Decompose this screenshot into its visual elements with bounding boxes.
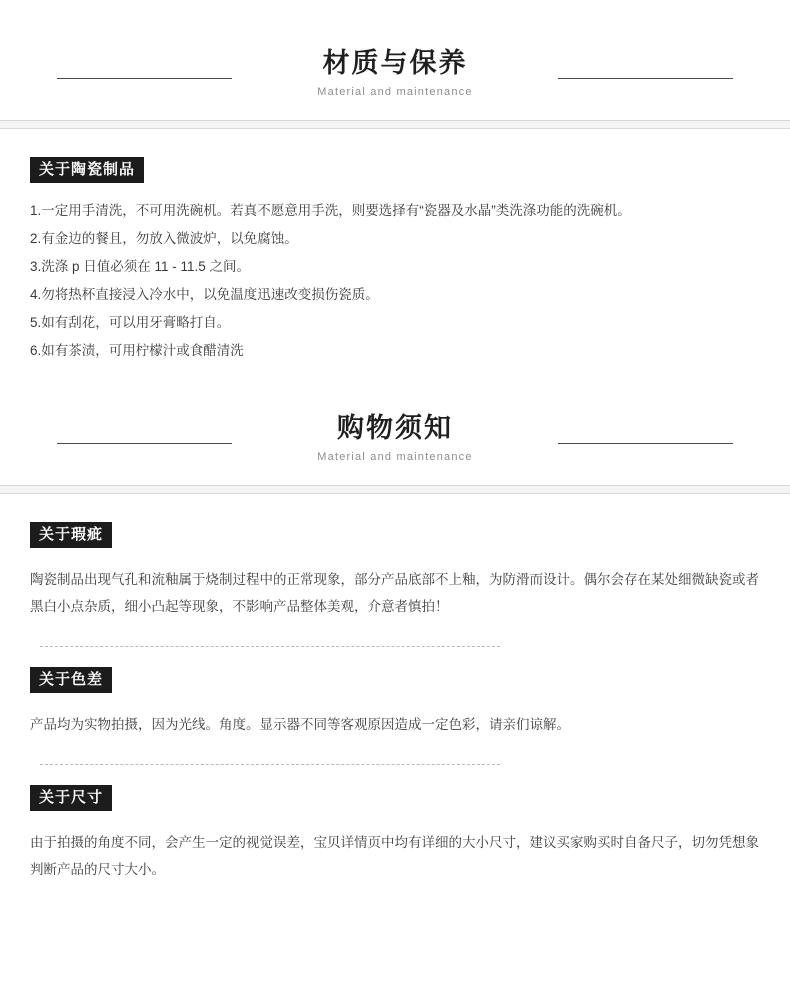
list-item: 1.一定用手清洗，不可用洗碗机。若真不愿意用手洗，则要选择有“瓷器及水晶”类洗涤功能的洗碗机。 — [30, 203, 631, 218]
list-item: 5.如有刮花，可以用牙膏略打自。 — [30, 315, 231, 330]
ceramic-care-list — [30, 197, 760, 365]
section-header-material — [0, 0, 790, 98]
tag-size: 关于尺寸 — [30, 785, 112, 811]
list-item: 2.有金边的餐且，勿放入微波炉，以免腐蚀。 — [30, 231, 298, 246]
section-divider-band — [0, 485, 790, 494]
section-subtitle: Material and maintenance — [317, 451, 473, 463]
section-title: 购物须知 — [337, 413, 453, 443]
defects-paragraph: 陶瓷制品出现气孔和流釉属于烧制过程中的正常现象，部分产品底部不上釉，为防滑而设计。偶尔会存在某处细微缺瓷或者黑白小点杂质，细小凸起等现象，不影响产品整体美观，介意者慎拍！ — [30, 572, 759, 614]
section-subtitle: Material and maintenance — [317, 86, 473, 98]
section-divider-band — [0, 120, 790, 129]
ceramic-care-block — [0, 129, 790, 365]
shopping-notes-block — [0, 494, 790, 883]
header-rule-left — [57, 78, 232, 79]
section-title: 材质与保养 — [322, 48, 468, 78]
tag-defects: 关于瑕疵 — [30, 522, 112, 548]
color-difference-paragraph: 产品均为实物拍摄，因为光线。角度。显示器不同等客观原因造成一定色彩，请亲们谅解。 — [30, 717, 570, 732]
list-item: 4.勿将热杯直接浸入冷水中，以免温度迅速改变损伤瓷质。 — [30, 287, 379, 302]
tag-color-difference: 关于色差 — [30, 667, 112, 693]
header-rule-right — [558, 78, 733, 79]
list-item: 3.洗涤 p 日值必须在 11 - 11.5 之间。 — [30, 259, 251, 274]
header-rule-left — [57, 443, 232, 444]
tag-ceramic-products: 关于陶瓷制品 — [30, 157, 144, 183]
list-item: 6.如有茶渍，可用柠檬汁或食醋清洗 — [30, 343, 244, 358]
size-paragraph: 由于拍摄的角度不同，会产生一定的视觉误差，宝贝详情页中均有详细的大小尺寸，建议买家购买时自备尺子，切勿凭想象判断产品的尺寸大小。 — [30, 835, 759, 877]
section-header-shopping — [0, 365, 790, 463]
header-rule-right — [558, 443, 733, 444]
